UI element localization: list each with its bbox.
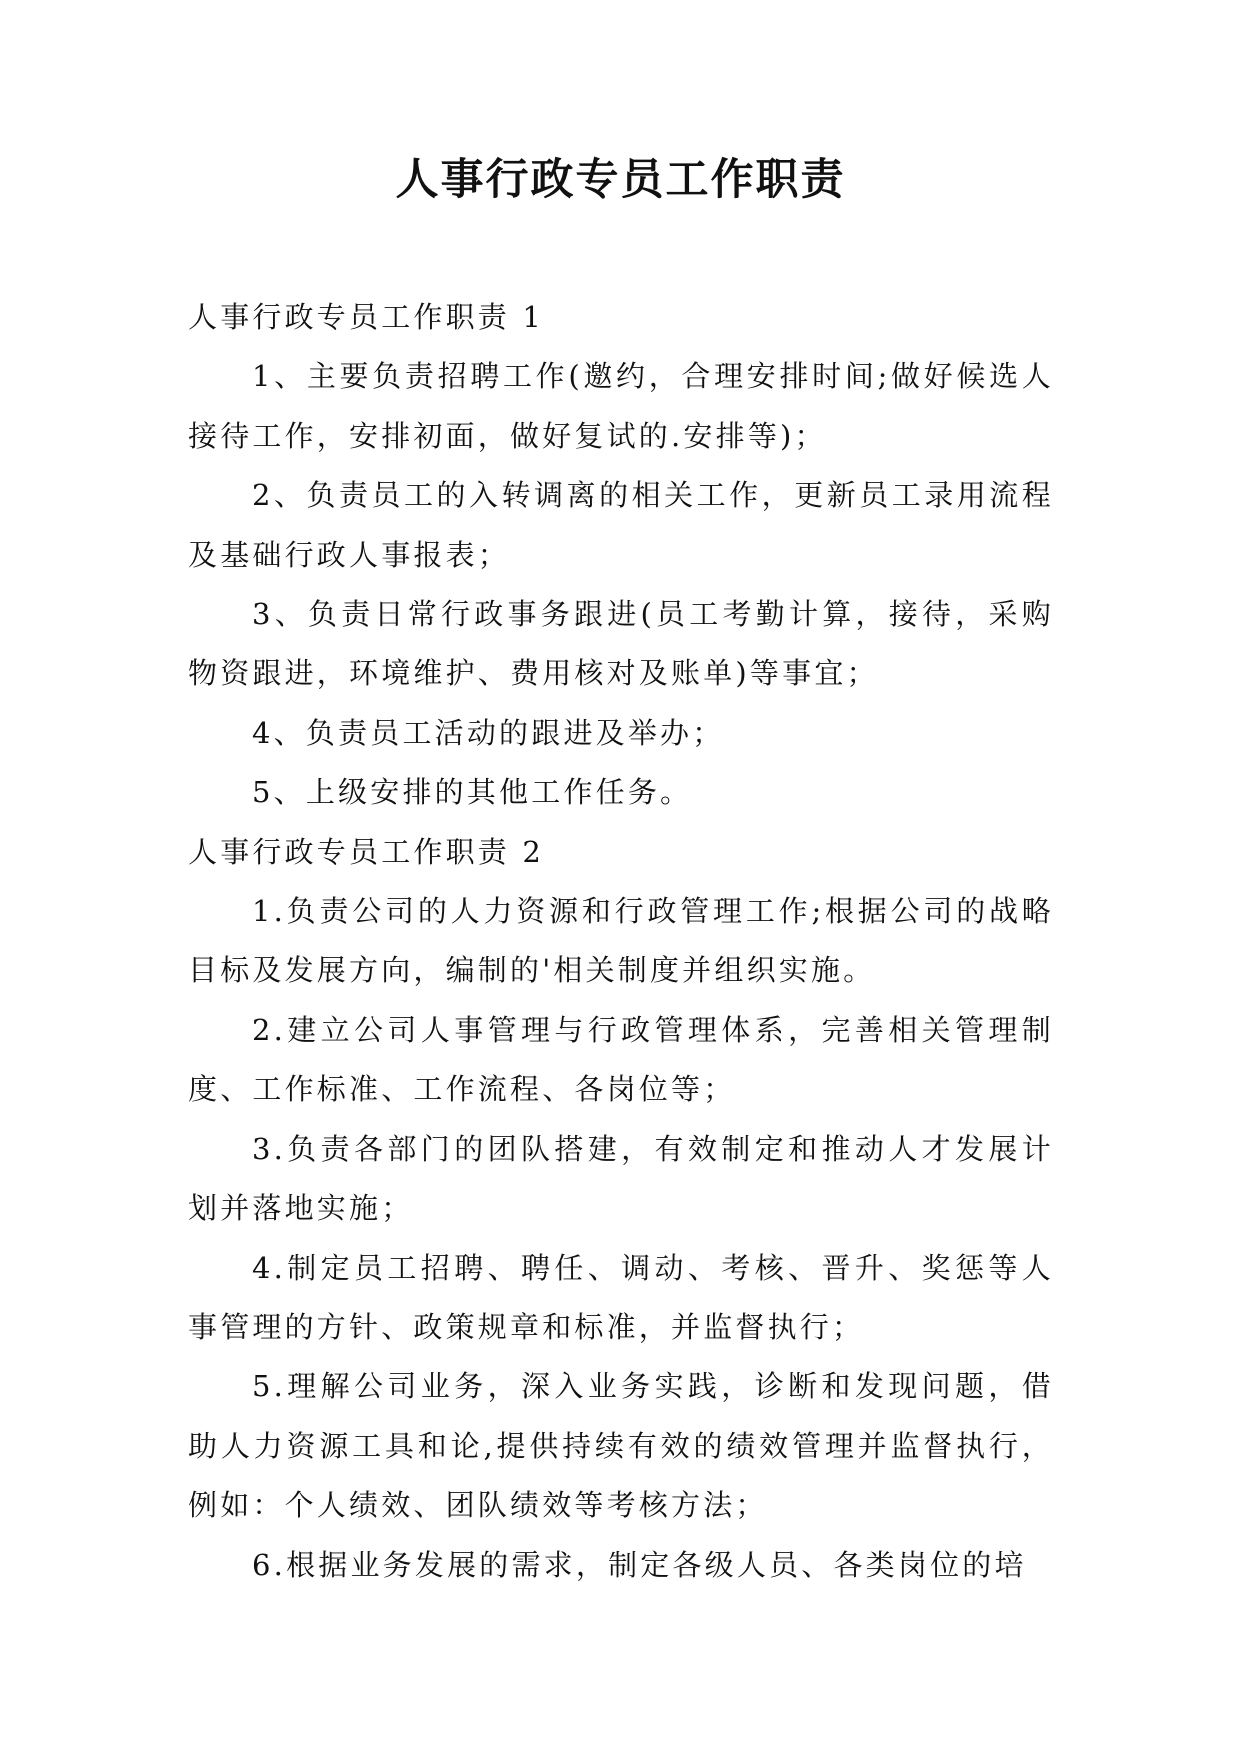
section-heading: 人事行政专员工作职责 1 — [188, 300, 545, 334]
paragraph: 1.负责公司的人力资源和行政管理工作;根据公司的战略目标及发展方向，编制的'相关制度并组织实施。 — [188, 894, 1054, 988]
section-2 — [188, 823, 1054, 1595]
document-title: 人事行政专员工作职责 — [395, 155, 846, 205]
document-body — [188, 288, 1054, 1595]
paragraph: 3、负责日常行政事务跟进(员工考勤计算，接待，采购物资跟进，环境维护、费用核对及账单)等事宜； — [188, 597, 1054, 691]
paragraph: 6.根据业务发展的需求，制定各级人员、各类岗位的培 — [252, 1547, 1027, 1582]
paragraph: 2.建立公司人事管理与行政管理体系，完善相关管理制度、工作标准、工作流程、各岗位等； — [188, 1012, 1054, 1107]
paragraph: 4.制定员工招聘、聘任、调动、考核、晋升、奖惩等人事管理的方针、政策规章和标准，并监督执行； — [188, 1250, 1054, 1344]
paragraph: 5、上级安排的其他工作任务。 — [252, 775, 693, 810]
paragraph: 3.负责各部门的团队搭建，有效制定和推动人才发展计划并落地实施； — [188, 1131, 1054, 1226]
section-1 — [188, 288, 1054, 823]
paragraph: 2、负责员工的入转调离的相关工作，更新员工录用流程及基础行政人事报表； — [188, 478, 1054, 572]
paragraph: 1、主要负责招聘工作(邀约，合理安排时间;做好候选人接待工作，安排初面，做好复试的.安排等)； — [188, 359, 1054, 453]
paragraph: 4、负责员工活动的跟进及举办； — [252, 715, 725, 750]
paragraph: 5.理解公司业务，深入业务实践，诊断和发现问题，借助人力资源工具和论,提供持续有效的绩效管理并监督执行，例如：个人绩效、团队绩效等考核方法； — [188, 1369, 1054, 1523]
section-heading: 人事行政专员工作职责 2 — [188, 834, 545, 869]
